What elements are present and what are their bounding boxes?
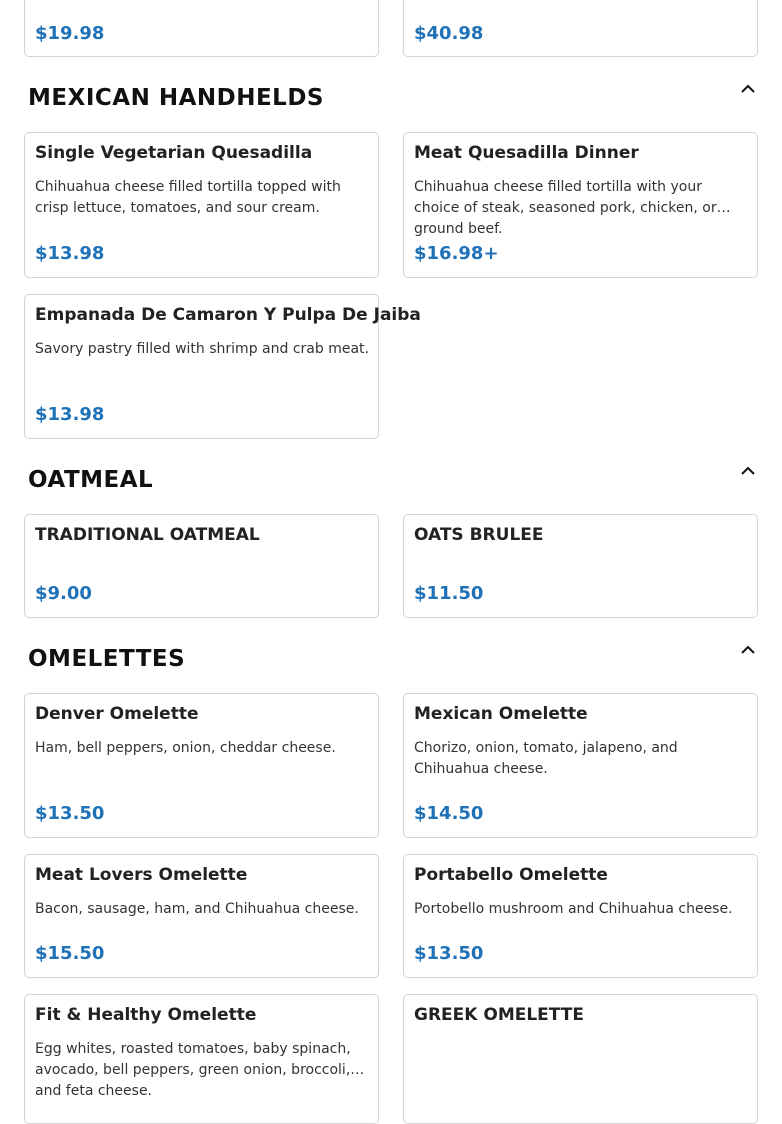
item-name: Portabello Omelette <box>414 865 608 885</box>
item-name: Mexican Omelette <box>414 704 588 724</box>
item-description: Chorizo, onion, tomato, jalapeno, and Chihuahua cheese. <box>414 740 678 777</box>
item-price: $11.50 <box>414 583 484 604</box>
item-description: Chihuahua cheese filled tortilla topped with crisp lettuce, tomatoes, and sour cream. <box>35 179 341 216</box>
menu-item-card[interactable] <box>24 994 379 1124</box>
section-title: OATMEAL <box>28 467 154 493</box>
item-name: Single Vegetarian Quesadilla <box>35 143 313 163</box>
item-description: Chihuahua cheese filled tortilla with your choice of steak, seasoned pork, chicken, or ground beef. <box>414 179 717 237</box>
item-description: Bacon, sausage, ham, and Chihuahua cheese. <box>35 901 359 917</box>
item-price: $19.98 <box>35 23 105 44</box>
section-header-omelettes[interactable] <box>28 644 758 674</box>
item-description: Egg whites, roasted tomatoes, baby spinach, avocado, bell peppers, green onion, broccoli, and feta cheese. <box>35 1041 351 1099</box>
item-name: Meat Quesadilla Dinner <box>414 143 639 163</box>
menu-item-card[interactable] <box>403 693 758 838</box>
menu-item-card[interactable] <box>24 854 379 978</box>
item-name: Fit & Healthy Omelette <box>35 1005 257 1025</box>
chevron-up-icon[interactable] <box>738 79 758 99</box>
item-price: $40.98 <box>414 23 484 44</box>
item-name: Denver Omelette <box>35 704 199 724</box>
section-header-mexican-handhelds[interactable] <box>28 83 758 113</box>
section-header-oatmeal[interactable] <box>28 465 758 495</box>
item-name: TRADITIONAL OATMEAL <box>35 525 260 545</box>
menu-item-card[interactable] <box>24 132 379 278</box>
item-name: OATS BRULEE <box>414 525 544 545</box>
item-price: $14.50 <box>414 803 484 824</box>
section-title: MEXICAN HANDHELDS <box>28 85 324 111</box>
menu-item-card[interactable] <box>24 0 379 57</box>
item-price: $15.50 <box>35 943 105 964</box>
menu-item-card[interactable] <box>403 0 758 57</box>
menu-item-card[interactable] <box>403 132 758 278</box>
menu-item-card[interactable] <box>24 294 421 439</box>
item-name: Meat Lovers Omelette <box>35 865 248 885</box>
item-description: Ham, bell peppers, onion, cheddar cheese. <box>35 740 336 756</box>
item-description: Portobello mushroom and Chihuahua cheese. <box>414 901 733 917</box>
item-name: GREEK OMELETTE <box>414 1005 584 1025</box>
menu-item-card[interactable] <box>403 994 758 1124</box>
chevron-up-icon[interactable] <box>738 461 758 481</box>
section-title: OMELETTES <box>28 646 186 672</box>
item-price: $13.98 <box>35 404 105 425</box>
item-price: $9.00 <box>35 583 92 604</box>
chevron-up-icon[interactable] <box>738 640 758 660</box>
item-price: $13.50 <box>414 943 484 964</box>
item-price: $13.98 <box>35 243 105 264</box>
item-description: Savory pastry filled with shrimp and crab meat. <box>35 341 369 357</box>
menu-item-card[interactable] <box>24 514 379 618</box>
menu-item-card[interactable] <box>403 854 758 978</box>
item-price: $13.50 <box>35 803 105 824</box>
item-price: $16.98+ <box>414 243 499 264</box>
item-name: Empanada De Camaron Y Pulpa De Jaiba <box>35 305 421 325</box>
menu-item-card[interactable] <box>24 693 379 838</box>
menu-item-card[interactable] <box>403 514 758 618</box>
